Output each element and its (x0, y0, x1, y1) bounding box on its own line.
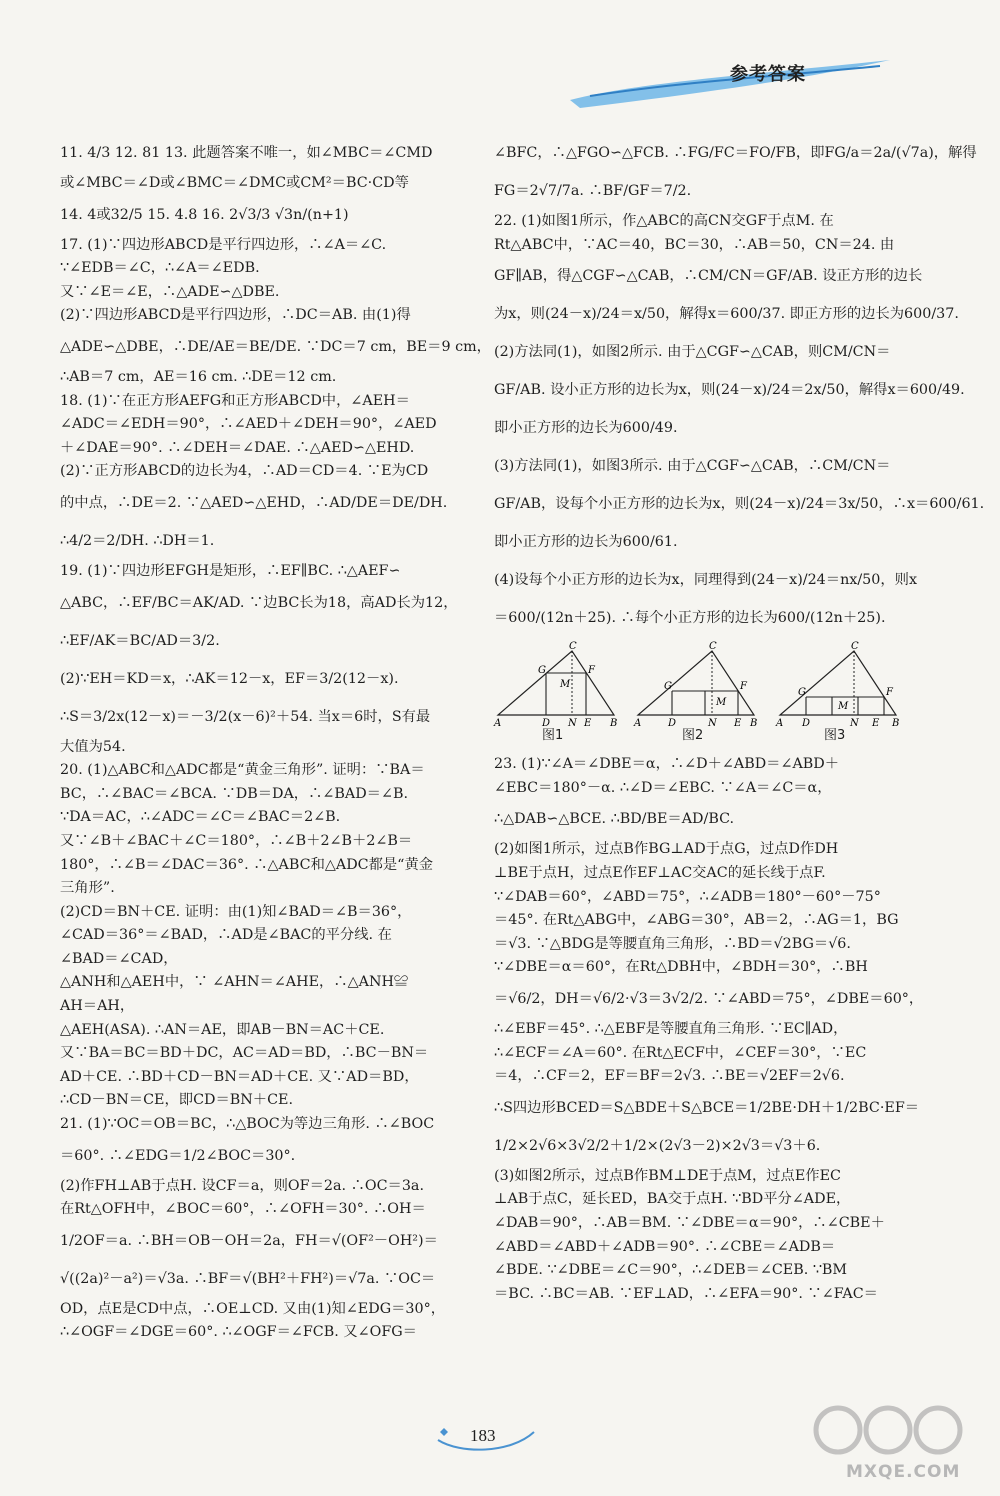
answer-line: ＝60°. ∴∠EDG＝1/2∠BOC＝30°. (60, 1147, 296, 1164)
answer-line: △ANH和△AEH中，∵ ∠AHN＝∠AHE，∴△ANH≌ (60, 974, 409, 991)
watermark-text: MXQE.COM (846, 1462, 961, 1482)
answer-line: △ABC，∴EF/BC＝AK/AD. ∵边BC长为18，高AD长为12， (60, 594, 458, 611)
answer-line: 1/2×2√6×3√2/2＋1/2×(2√3－2)×2√3＝√3＋6. (494, 1137, 821, 1154)
svg-text:D: D (542, 718, 551, 730)
answer-line: △AEH(ASA). ∴AN＝AE，即AB－BN＝AC＋CE. (60, 1021, 385, 1038)
svg-text:M: M (560, 679, 571, 691)
answer-line: Rt△ABC中，∵AC＝40，BC＝30，∴AB＝50，CN＝24. 由 (494, 236, 895, 253)
answer-line: ∴AB＝7 cm，AE＝16 cm. ∴DE＝12 cm. (60, 368, 337, 385)
answer-line: ∴∠OGF＝∠DGE＝60°. ∴∠OGF＝∠FCB. 又∠OFG＝ (60, 1324, 417, 1341)
answer-line: 11. 4/3 12. 81 13. 此题答案不唯一，如∠MBC＝∠CMD (60, 145, 433, 161)
figure-caption: 图3 (824, 727, 846, 743)
figure-caption: 图1 (542, 727, 564, 743)
answer-line: AH＝AH， (60, 998, 135, 1015)
answer-line: 又∵∠E＝∠E，∴△ADE∽△DBE. (60, 283, 280, 300)
svg-text:A: A (494, 718, 502, 730)
answer-line: ＋∠DAE＝90°. ∴∠DEH＝∠DAE. ∴△AED∽△EHD. (60, 439, 415, 456)
svg-text:C: C (851, 641, 859, 653)
svg-text:F: F (740, 681, 747, 693)
answer-line: 17. (1)∵四边形ABCD是平行四边形，∴∠A＝∠C. (60, 236, 387, 253)
answer-line: ∠DAB＝90°，∴AB＝BM. ∵∠DBE＝α＝90°，∴∠CBE＋ (494, 1214, 885, 1231)
answer-line: 14. 4或32/5 15. 4.8 16. 2√3/3 √3n/(n+1) (60, 206, 349, 223)
svg-text:D: D (802, 718, 811, 730)
answer-line: 又∵BA＝BC＝BD＋DC，AC＝AD＝BD，∴BC－BN＝ (60, 1045, 429, 1062)
answer-line: ⊥BE于点H，过点E作EF⊥AC交AC的延长线于点F. (494, 864, 826, 881)
answer-column-right (494, 134, 985, 1306)
svg-text:N: N (568, 718, 577, 730)
answer-line: 1/2OF＝a. ∴BH＝OB－OH＝2a，FH＝√(OF²－OH²)＝ (60, 1232, 438, 1249)
figure-3-diagram (776, 641, 902, 730)
figure-caption: 图2 (682, 727, 704, 743)
svg-text:C: C (709, 641, 717, 653)
answer-line: GF/AB. 设小正方形的边长为x，则(24－x)/24＝2x/50，解得x＝600/49. (494, 382, 965, 399)
svg-text:N: N (708, 718, 717, 730)
answer-line: GF∥AB，得△CGF∽△CAB，∴CM/CN＝GF/AB. 设正方形的边长 (494, 268, 923, 285)
svg-text:E: E (734, 718, 742, 730)
answer-line: (2)作FH⊥AB于点H. 设CF＝a，则OF＝2a. ∴OC＝3a. (60, 1177, 424, 1194)
answer-line: 23. (1)∵∠A＝∠DBE＝α，∴∠D＋∠ABD＝∠ABD＋ (494, 756, 840, 773)
answer-line: 即小正方形的边长为600/61. (494, 534, 678, 551)
answer-line: ＝4，∴CF＝2，EF＝BF＝2√3. ∴BE＝√2EF＝2√6. (494, 1068, 845, 1085)
svg-text:M: M (716, 697, 727, 709)
svg-text:F: F (588, 665, 595, 677)
answer-line: ＝600/(12n＋25). ∴每个小正方形的边长为600/(12n＋25). (494, 610, 886, 627)
answer-line: (2)∵四边形ABCD是平行四边形，∴DC＝AB. 由(1)得 (60, 307, 411, 324)
answer-line: ∵∠DAB＝60°，∠ABD＝75°，∴∠ADB＝180°－60°－75° (494, 888, 881, 905)
answer-line: (2)CD＝BN＋CE. 证明：由(1)知∠BAD＝∠B＝36°， (60, 903, 412, 920)
answer-line: ∵∠EDB＝∠C，∴∠A＝∠EDB. (60, 260, 260, 277)
answer-line: ∠BAD＝∠CAD， (60, 950, 178, 967)
svg-text:E: E (584, 718, 592, 730)
svg-text:F: F (886, 687, 893, 699)
svg-text:M: M (838, 701, 849, 713)
answer-line: 的中点，∴DE＝2. ∵△AED∽△EHD，∴AD/DE＝DE/DH. (60, 494, 448, 511)
answer-line: ∠EBC＝180°－α. ∴∠D＝∠EBC. ∵∠A＝∠C＝α， (494, 779, 832, 796)
answer-line: 即小正方形的边长为600/49. (494, 420, 678, 437)
answer-line: ∠ABD＝∠ABD＋∠ADB＝90°. ∴∠CBE＝∠ADB＝ (494, 1238, 836, 1255)
answer-line: (3)如图2所示，过点B作BM⊥DE于点M，过点E作EC (494, 1167, 841, 1184)
answer-line: (4)设每个小正方形的边长为x，同理得到(24－x)/24＝nx/50，则x (494, 572, 918, 589)
svg-text:C: C (569, 641, 577, 653)
svg-text:N: N (850, 718, 859, 730)
answer-line: ∴△DAB∽△BCE. ∴BD/BE＝AD/BC. (494, 811, 735, 828)
answer-line: ∴S四边形BCED＝S△BDE＋S△BCE＝1/2BE·DH＋1/2BC·EF＝ (494, 1099, 920, 1116)
answer-line: ＝√6/2，DH＝√6/2·√3＝3√2/2. ∵∠ABD＝75°，∠DBE＝60°， (494, 990, 924, 1007)
answer-line: ∠BDE. ∵∠DBE＝∠C＝90°，∴∠DEB＝∠CEB. ∵BM (494, 1262, 848, 1279)
svg-text:G: G (538, 665, 546, 677)
answer-line: (2)∵正方形ABCD的边长为4，∴AD＝CD＝4. ∵E为CD (60, 463, 429, 480)
answer-line: FG＝2√7/7a. ∴BF/GF＝7/2. (494, 183, 692, 199)
svg-text:G: G (664, 681, 672, 693)
answer-line: ＝BC. ∴BC＝AB. ∵EF⊥AD，∴∠EFA＝90°. ∵∠FAC＝ (494, 1285, 878, 1302)
svg-text:B: B (610, 718, 618, 730)
figure-1-diagram (494, 641, 620, 730)
svg-text:B: B (750, 718, 758, 730)
answer-line: ∠BFC，∴△FGO∽△FCB. ∴FG/FC＝FO/FB，即FG/a＝2a/(√7a)，解得 (494, 145, 977, 161)
answer-line: BC，∴∠BAC＝∠BCA. ∵DB＝DA，∴∠BAD＝∠B. (60, 785, 408, 802)
answer-line: ∴∠EBF＝45°. ∴△EBF是等腰直角三角形. ∵EC∥AD， (494, 1020, 848, 1037)
answer-line: 三角形”. (60, 880, 115, 897)
svg-text:G: G (798, 687, 806, 699)
svg-text:E: E (872, 718, 880, 730)
answer-line: 或∠MBC＝∠D或∠BMC＝∠DMC或CM²＝BC·CD等 (60, 175, 409, 191)
answer-line: (2)方法同(1)，如图2所示. 由于△CGF∽△CAB，则CM/CN＝ (494, 344, 891, 361)
answer-line: ∴S＝3/2x(12－x)＝－3/2(x－6)²＋54. 当x＝6时，S有最 (60, 708, 431, 725)
figure-2-diagram (634, 641, 760, 730)
answer-line: ∴CD－BN＝CE，即CD＝BN＋CE. (60, 1092, 294, 1109)
answer-line: 在Rt△OFH中，∠BOC＝60°，∴∠OFH＝30°. ∴OH＝ (60, 1201, 426, 1218)
svg-text:D: D (668, 718, 677, 730)
answer-line: ∵∠DBE＝α＝60°，在Rt△DBH中，∠BDH＝30°，∴BH (494, 959, 868, 976)
answer-line: 18. (1)∵在正方形AEFG和正方形ABCD中，∠AEH＝ (60, 392, 410, 409)
answer-line: GF/AB，设每个小正方形的边长为x，则(24－x)/24＝3x/50，∴x＝600/61. (494, 496, 985, 513)
answer-line: ∴EF/AK＝BC/AD＝3/2. (60, 632, 220, 649)
answer-line: (3)方法同(1)，如图3所示. 由于△CGF∽△CAB，∴CM/CN＝ (494, 458, 891, 475)
svg-text:A: A (776, 718, 784, 730)
answer-line: ∴4/2＝2/DH. ∴DH＝1. (60, 532, 215, 549)
answer-line: 大值为54. (60, 738, 126, 755)
answer-line: ＝√3. ∵△BDG是等腰直角三角形，∴BD＝√2BG＝√6. (494, 935, 851, 952)
answer-line: ∠ADC＝∠EDH＝90°，∴∠AED＋∠DEH＝90°，∠AED (60, 416, 437, 433)
page-number: 183 (470, 1426, 496, 1445)
answer-line: (2)∵EH＝KD＝x，∴AK＝12－x，EF＝3/2(12－x). (60, 670, 399, 687)
answer-line: ∠CAD＝36°＝∠BAD，∴AD是∠BAC的平分线. 在 (60, 927, 392, 944)
answer-line: ＝45°. 在Rt△ABG中，∠ABG＝30°，AB＝2，∴AG＝1，BG (494, 912, 899, 929)
answer-line: (2)如图1所示，过点B作BG⊥AD于点G，过点D作DH (494, 841, 839, 858)
geometry-figures (494, 643, 904, 747)
answer-line: 20. (1)△ABC和△ADC都是“黄金三角形”. 证明：∵BA＝ (60, 762, 425, 779)
answer-line: ∴∠ECF＝∠A＝60°. 在Rt△ECF中，∠CEF＝30°，∵EC (494, 1044, 867, 1061)
answer-line: ⊥AB于点C，延长ED，BA交于点H. ∵BD平分∠ADE， (494, 1191, 851, 1208)
answer-line: 又∵∠B＋∠BAC＋∠C＝180°，∴∠B＋2∠B＋2∠B＝ (60, 832, 413, 849)
answer-line: △ADE∽△DBE，∴DE/AE＝BE/DE. ∵DC＝7 cm，BE＝9 cm， (60, 338, 491, 355)
answer-line: 22. (1)如图1所示，作△ABC的高CN交GF于点M. 在 (494, 213, 834, 229)
answer-line: 19. (1)∵四边形EFGH是矩形，∴EF∥BC. ∴△AEF∽ (60, 562, 401, 579)
answer-line: AD＋CE. ∴BD＋CD－BN＝AD＋CE. 又∵AD＝BD， (60, 1068, 419, 1085)
answer-column-left (60, 134, 491, 1345)
answer-line: √((2a)²－a²)＝√3a. ∴BF＝√(BH²＋FH²)＝√7a. ∵OC＝ (60, 1270, 436, 1287)
svg-text:B: B (892, 718, 900, 730)
answer-line: ∵DA＝AC，∴∠ADC＝∠C＝∠BAC＝2∠B. (60, 809, 341, 826)
answer-line: OD，点E是CD中点，∴OE⊥CD. 又由(1)知∠EDG＝30°， (60, 1300, 446, 1317)
header-title: 参考答案 (730, 64, 806, 85)
answer-line: 180°，∴∠B＝∠DAC＝36°. ∴△ABC和△ADC都是“黄金 (60, 856, 434, 873)
answer-line: 21. (1)∵OC＝OB＝BC，∴△BOC为等边三角形. ∴∠BOC (60, 1116, 435, 1133)
svg-text:A: A (634, 718, 642, 730)
answer-line: 为x，则(24－x)/24＝x/50，解得x＝600/37. 即正方形的边长为600/37. (494, 306, 959, 323)
